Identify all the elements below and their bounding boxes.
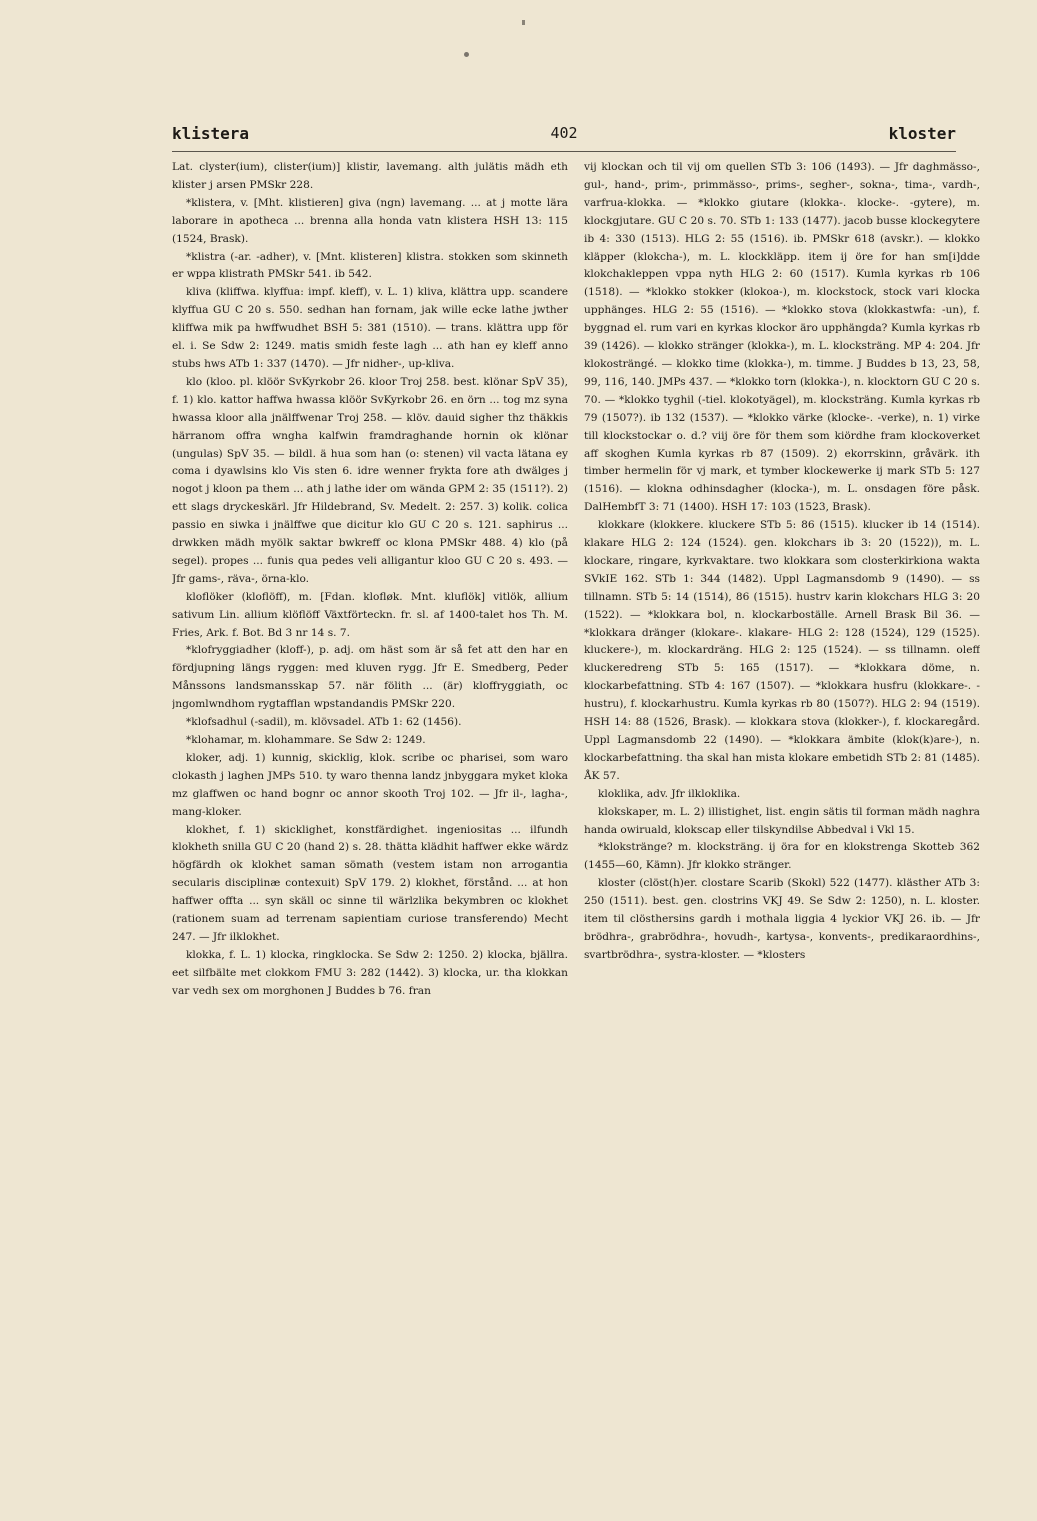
page-scan-dot xyxy=(464,52,469,57)
entry-kloster: kloster (clöst(h)er. clostare Scarib (Skokl) 522 (1477). klästher ATb 3: 250 (1511). best. gen. clostrins VKJ 49. Se Sdw 2: 1250), n. L. kloster. item til clösthersins gardh i mothala liggia 4 lyckior VKJ 26. ib. — Jfr brödhra-, grabrödhra-, hovudh-, kartysa-, konvents-, predikaraordhins-, svartbrödhra-, systra-kloster. — *klosters xyxy=(584,877,980,961)
entry-klokhet: klokhet, f. 1) skicklighet, konstfärdighet. ingeniositas ... ilfundh klokheth snilla GU C 20 (hand 2) s. 28. thätta klädhit haffwer ekke wärdz högfärdh ok klokhet saman sömath (vestem istam non arrogantia secularis disciplinæ contexuit) SpV 179. 2) klokhet, förstånd. ... at hon haffwer offta ... syn skäll oc sinne til wärlzlika bekymbren oc klokhet (rationem suam ad terrenam sapientiam curiose transferendo) Mecht 247. — Jfr ilklokhet. xyxy=(172,823,568,943)
page-number: 402 xyxy=(550,124,578,142)
entry-lat-continuation: Lat. clyster(ium), clister(ium)] klistir, lavemang. alth julätis mädh eth klister j arsen PMSkr 228. xyxy=(172,161,568,191)
entry-kloklika: kloklika, adv. Jfr ilkloklika. xyxy=(598,787,741,800)
entry-klokkare: klokkare (klokkere. kluckere STb 5: 86 (1515). klucker ib 14 (1514). klakare HLG 2: 124 (1524). gen. klokchars ib 3: 20 (1522)), m. L. klockare, ringare, kyrkvaktare. two klokkara som closterkirkiona wakta SVkIE 162. STb 1: 344 (1482). Uppl Lagmansdomb 9 (1490). — ss tillnamn. STb 5: 14 (1514), 86 (1515). hustrv karin klokchars HLG 3: 20 (1522). — *klokkara bol, n. klockarboställe. Arnell Brask Bil 36. — *klokkara dränger (klokare-. klakare- HLG 2: 128 (1524), 129 (1525). kluckere-), m. klockardräng. HLG 2: 125 (1524). — ss tillnamn. oleff kluckeredreng STb 5: 165 (1517). — *klokkara döme, n. klockarbefattning. STb 4: 167 (1507). — *klokkara husfru (klokkare-. -hustru), f. klockarhustru. Kumla kyrkas rb 80 (1507?). HLG 2: 94 (1519). HSH 14: 88 (1526, Brask). — klokkara stova (klokker-), f. klockaregård. Uppl Lagmansdomb 22 (1490). — *klokkara ämbite (klok(k)are-), n. klockarbefattning. tha skal han mista klokare embetidh STb 2: 81 (1485). ÅK 57. xyxy=(584,519,980,782)
right-column xyxy=(584,159,980,1359)
entry-kloflöker: kloflöker (kloflöff), m. [Fdan. klofløk. Mnt. kluflök] vitlök, allium sativum Lin. allium klöflöff Växtförteckn. fr. sl. af 1400-talet hos Th. M. Fries, Ark. f. Bot. Bd 3 nr 14 s. 7. xyxy=(172,590,568,639)
entry-klo: klo (kloo. pl. klöör SvKyrkobr 26. kloor Troj 258. best. klönar SpV 35), f. 1) klo. kattor haffwa hwassa klöör SvKyrkobr 26. en örn ... tog mz syna hwassa kloor alla jnälffwenar Troj 258. — klöv. dauid sigher thz thäkkis härranom offra wngha kalfwin framdraghande hornin ok klönar (ungulas) SpV 35. — bildl. ä hua som han (o: stenen) vil vacta lätana ey coma i dyawlsins klo Vis sten 6. idre wenner frykta fore ath dwälges j nogot j kloon pa them ... ath j lathe ider om wända GPM 2: 35 (1511?). 2) ett slags dryckeskärl. Jfr Hildebrand, Sv. Medelt. 2: 257. 3) kolik. colica passio en siwka i jnälffwe que dicitur klo GU C 20 s. 121. saphirus ... drwkken mädh myölk saktar bwkreff oc klona PMSkr 488. 4) klo (på segel). propes ... funis qua pedes veli alligantur kloo GU C 20 s. 493. — Jfr gams-, räva-, örna-klo. xyxy=(172,375,568,585)
left-headword: klistera xyxy=(172,124,250,143)
entry-klokskaper: klokskaper, m. L. 2) illistighet, list. engin sätis til forman mädh naghra handa owiruald, klokscap eller tilskyndilse Abbedval i Vkl 15. xyxy=(584,805,980,836)
entry-klokka-continuation: vij klockan och til vij om quellen STb 3: 106 (1493). — Jfr daghmässo-, gul-, hand-, prim-, primmässo-, prims-, segher-, sokna-, tima-, vardh-, varfrua-klokka. — *klokko giutare (klokka-. klocke-. -gytere), m. klockgjutare. GU C 20 s. 70. STb 1: 133 (1477). jacob busse klockegytere ib 4: 330 (1513). HLG 2: 55 (1516). ib. PMSkr 618 (avskr.). — klokko kläpper (klokcha-), m. L. klockkläpp. item ij öre for han sm[i]dde klokchakleppen vppa nyth HLG 2: 60 (1517). Kumla kyrkas rb 106 (1518). — *klokko stokker (klokoa-), m. klockstock, stock vari klocka upphänges. HLG 2: 55 (1516). — *klokko stova (klokkastwfa: -un), f. byggnad el. rum vari en kyrkas klockor äro upphängda? Kumla kyrkas rb 39 (1426). — klokko stränger (klokka-), m. L. klocksträng. MP 4: 204. Jfr klokosträngé. — klokko time (klokka-), m. timme. J Buddes b 13, 23, 58, 99, 116, 140. JMPs 437. — *klokko torn (klokka-), n. klocktorn GU C 20 s. 70. — *klokko tyghil (-tiel. klokotyägel), m. klocksträng. Kumla kyrkas rb 79 (1507?). ib 132 (1537). — *klokko värke (klocke-. -verke), n. 1) virke till klockstockar o. d.? viij öre för them som kiördhe fram klockoverket aff skoghen Kumla kyrkas rb 87 (1509). 2) ekorrskinn, gråvärk. ith timber hermelin för vj mark, et tymber klockewerke ij mark STb 5: 127 (1516). — klokna odhinsdagher (klocka-), m. L. onsdagen före påsk. DalHembfT 3: 71 (1400). HSH 17: 103 (1523, Brask). xyxy=(584,161,980,514)
entry-kloker: kloker, adj. 1) kunnig, skicklig, klok. scribe oc pharisei, som waro clokasth j laghen JMPs 510. ty waro thenna landz jnbyggara myket kloka mz glaffwen oc hand bognr oc annor skooth Troj 102. — Jfr il-, lagha-, mang-kloker. xyxy=(172,751,568,818)
header-rule xyxy=(172,151,956,152)
page-scan-mark xyxy=(522,20,525,25)
left-column xyxy=(172,159,568,1359)
right-headword: kloster xyxy=(888,124,956,143)
entry-kliva: kliva (kliffwa. klyffua: impf. kleff), v. L. 1) kliva, klättra upp. scandere klyffua GU C 20 s. 550. sedhan han fornam, jak wille ecke lathe jwther kliffwa mik pa hwffwudhet BSH 5: 381 (1510). — trans. klättra upp för el. i. Se Sdw 2: 1249. matis smidh feste lagh ... ath han ey kleff anno stubs hws ATb 1: 337 (1470). — Jfr nidher-, up-kliva. xyxy=(172,286,568,370)
entry-klokka: klokka, f. L. 1) klocka, ringklocka. Se Sdw 2: 1250. 2) klocka, bjällra. eet silfbälte met clokkom FMU 3: 282 (1442). 3) klocka, ur. tha klokkan var vedh sex om morghonen J Buddes b 76. fran xyxy=(172,948,568,997)
entry-klohamar: *klohamar, m. klohammare. Se Sdw 2: 1249. xyxy=(186,734,426,746)
entry-klofsadhul: *klofsadhul (-sadil), m. klövsadel. ATb 1: 62 (1456). xyxy=(186,716,462,729)
entry-klistra: *klistra (-ar. -adher), v. [Mnt. klisteren] klistra. stokken som skinneth er wppa klistrath PMSkr 541. ib 542. xyxy=(172,250,568,281)
entry-klistera: *klistera, v. [Mht. klistieren] giva (ngn) lavemang. ... at j motte lära laborare in apotheca ... brenna alla honda vatn klistera HSH 13: 115 (1524, Brask). xyxy=(172,196,568,245)
page-header xyxy=(172,124,956,148)
entry-klokstränge: *klokstränge? m. klocksträng. ij öra for en klokstrenga Skotteb 362 (1455—60, Kämn). Jfr klokko stränger. xyxy=(584,841,980,872)
entry-klofryggiadher: *klofryggiadher (kloff-), p. adj. om häst som är så fet att den har en fördjupning längs ryggen: med kluven rygg. Jfr E. Smedberg, Peder Månssons landsmansskap 57. när fölith ... (är) kloffryggiath, oc jngomlwndhom rygtafflan wpstandandis PMSkr 220. xyxy=(172,644,568,711)
